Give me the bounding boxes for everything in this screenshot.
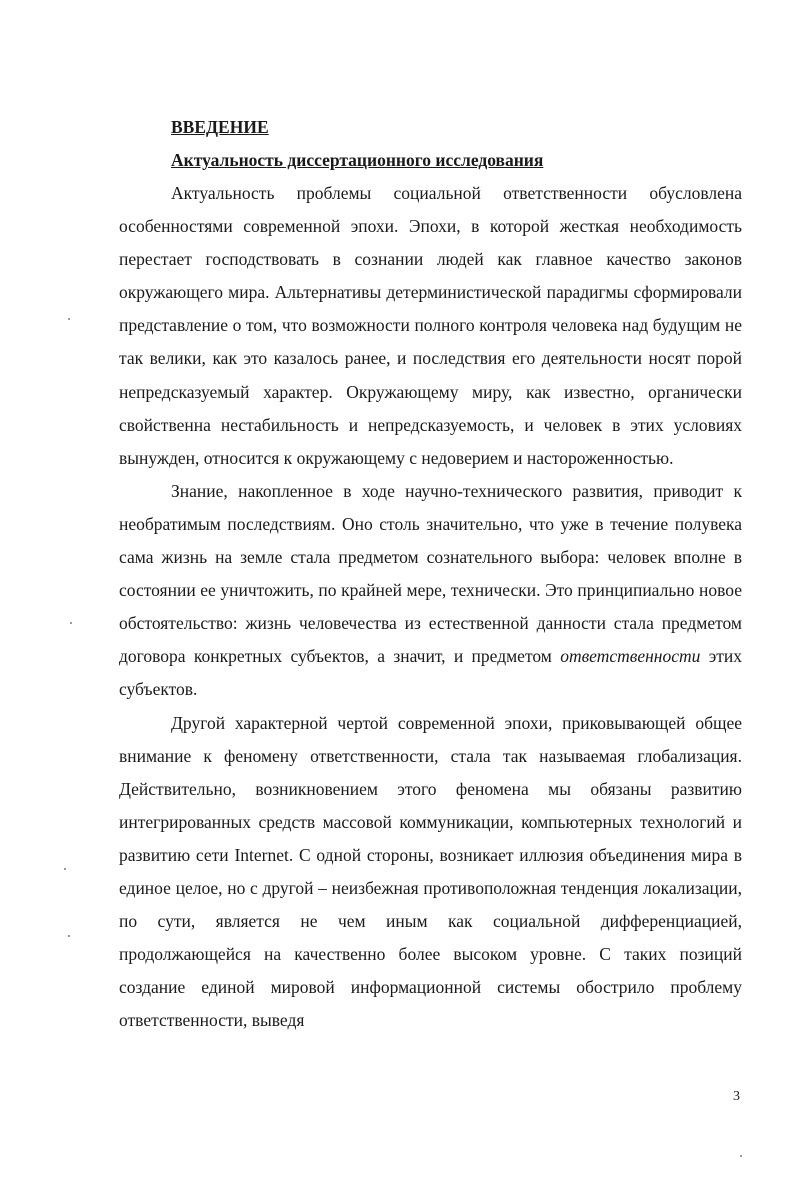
section-subheading: Актуальность диссертационного исследования <box>171 150 544 170</box>
scan-speck <box>68 935 70 937</box>
paragraph-3: Другой характерной чертой современной эпохи, приковывающей общее внимание к феномену ответственности, стала так называемая глобализация. Действительно, возникновением этого феномена мы обязаны развитию интегрированных средств массовой коммуникации, компьютерных технологий и развитию сети Internet. С одной стороны, возникает иллюзия объединения мира в единое целое, но с другой – неизбежная противоположная тенденция локализации, по сути, является не чем иным как социальной дифференциацией, продолжающейся на качественно более высоком уровне. С таких позиций создание единой мировой информационной системы обострило проблему ответственности, выведя <box>119 712 742 1031</box>
scan-speck <box>68 318 70 320</box>
page-number: 3 <box>733 1089 740 1104</box>
paragraph-1: Актуальность проблемы социальной ответственности обусловлена особенностями современной эпохи. Эпохи, в которой жесткая необходимость перестает господствовать в сознании людей как главное качество законов окружающего мира. Альтернативы детерминистической парадигмы сформировали представление о том, что возможности полного контроля человека над будущим не так велики, как это казалось ранее, и последствия его деятельности носят порой непредсказуемый характер. Окружающему миру, как известно, органически свойственна нестабильность и непредсказуемость, и человек в этих условиях вынужден, относится к окружающему с недоверием и настороженностью. <box>119 183 742 468</box>
body-text <box>119 111 742 1037</box>
scan-speck <box>740 1155 742 1157</box>
paragraph-2-tail: этих субъектов. <box>119 646 742 700</box>
paragraph-2-text: Знание, накопленное в ходе научно-технического развития, приводит к необратимым последствиям. Оно столь значительно, что уже в течение полувека сама жизнь на земле стала предметом сознательного выбора: человек вполне в состоянии ее уничтожить, по крайней мере, технически. Это принципиально новое обстоятельство: жизнь человечества из естественной данности стала предметом договора конкретных субъектов, а значит, и предметом <box>119 480 742 667</box>
paragraph-2-emphasis: ответственности <box>560 646 701 667</box>
scan-speck <box>70 622 72 624</box>
paragraph-2 <box>119 475 742 707</box>
section-heading: ВВЕДЕНИЕ <box>171 117 269 137</box>
scan-speck <box>64 868 66 870</box>
